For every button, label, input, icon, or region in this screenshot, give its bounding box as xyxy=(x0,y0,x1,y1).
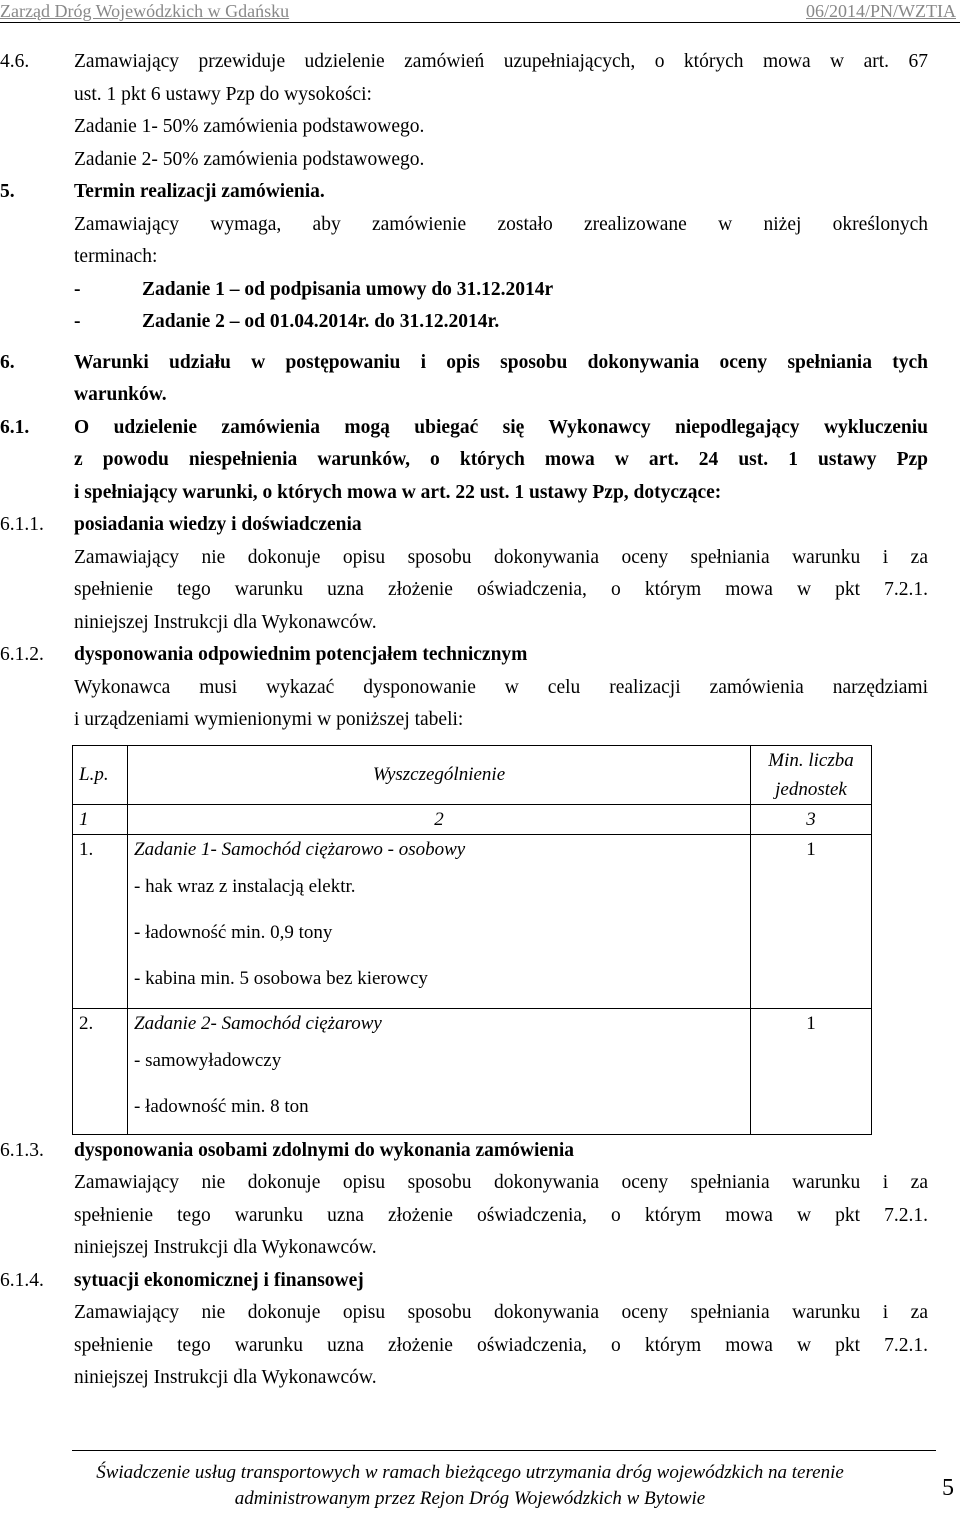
section-5-line xyxy=(0,209,960,242)
section-title: Warunki udziału w postępowaniu i opis sposobu dokonywania oceny spełniania tych xyxy=(74,351,928,373)
section-6-heading xyxy=(0,379,960,412)
row-quantity: 1 xyxy=(751,1008,872,1134)
section-number: 6.1. xyxy=(0,416,30,438)
document-body xyxy=(0,46,960,1395)
section-4-6-line xyxy=(0,79,960,112)
paragraph-line: spełnienie tego warunku uzna złożenie oświadczenia, o którym mowa w pkt 7.2.1. xyxy=(74,579,928,600)
section-6-1-3-line xyxy=(0,1167,960,1200)
section-title: sytuacji ekonomicznej i finansowej xyxy=(74,1269,364,1291)
section-6-1-line xyxy=(0,444,960,477)
footer-line: administrowanym przez Rejon Dróg Wojewódzkich w Bytowie xyxy=(234,1488,706,1509)
table-row xyxy=(73,1008,872,1134)
section-6-1-1-line xyxy=(0,574,960,607)
section-6-1-2-line xyxy=(0,672,960,705)
section-title: Termin realizacji zamówienia. xyxy=(74,181,325,202)
deadline-text: Zadanie 1 – od podpisania umowy do 31.12.2014r xyxy=(142,278,554,300)
row-quantity: 1 xyxy=(751,834,872,1008)
section-title: warunków. xyxy=(74,384,167,405)
section-6-1-2-heading xyxy=(0,639,960,672)
section-6-1-4-heading xyxy=(0,1265,960,1298)
row-lp: 2. xyxy=(73,1008,128,1134)
column-number: 2 xyxy=(128,804,751,834)
footer-line: Świadczenie usług transportowych w ramach bieżącego utrzymania dróg wojewódzkich na terenie xyxy=(96,1462,844,1483)
list-dash: - xyxy=(74,311,81,332)
section-number: 6.1.2. xyxy=(0,644,44,665)
section-6-heading xyxy=(0,347,960,380)
paragraph-line: Zamawiający nie dokonuje opisu sposobu dokonywania oceny spełniania warunku i za xyxy=(74,1302,928,1323)
column-number: 1 xyxy=(73,804,128,834)
header-description-text: Wyszczególnienie xyxy=(372,764,506,785)
section-number: 6. xyxy=(0,351,15,373)
table-column-number-row xyxy=(73,804,872,834)
row-title: Zadanie 2- Samochód ciężarowy xyxy=(134,1012,382,1034)
paragraph-line: ust. 1 pkt 6 ustawy Pzp do wysokości: xyxy=(74,83,372,105)
section-number: 4.6. xyxy=(0,51,30,72)
section-5-line xyxy=(0,241,960,274)
section-6-1-3-line xyxy=(0,1232,960,1265)
table-header-row xyxy=(73,745,872,804)
row-spec: - ładowność min. 8 ton xyxy=(134,1095,309,1117)
paragraph-line: niniejszej Instrukcji dla Wykonawców. xyxy=(74,1367,377,1388)
paragraph-line: niniejszej Instrukcji dla Wykonawców. xyxy=(74,1237,377,1258)
footer-rule xyxy=(72,1450,936,1451)
header-lp xyxy=(73,745,128,804)
list-dash: - xyxy=(74,278,81,300)
section-number: 5. xyxy=(0,181,15,202)
header-organization: Zarząd Dróg Wojewódzkich w Gdańsku xyxy=(0,1,290,21)
paragraph-line: i urządzeniami wymienionymi w poniższej tabeli: xyxy=(74,709,464,730)
header-min-units-line1: Min. liczba xyxy=(768,749,854,771)
paragraph-line: z powodu niespełnienia warunków, o których mowa w art. 24 ust. 1 ustawy Pzp xyxy=(74,449,928,470)
row-description xyxy=(128,1008,751,1134)
header-rule xyxy=(0,22,960,23)
section-number: 6.1.1. xyxy=(0,514,44,535)
table-row xyxy=(73,834,872,1008)
row-spec: - ładowność min. 0,9 tony xyxy=(134,921,333,943)
paragraph-line: Zamawiający nie dokonuje opisu sposobu dokonywania oceny spełniania warunku i za xyxy=(74,1172,928,1193)
row-title: Zadanie 1- Samochód ciężarowo - osobowy xyxy=(134,838,466,860)
paragraph-line: Zadanie 1- 50% zamówienia podstawowego. xyxy=(74,116,425,137)
row-spec: - kabina min. 5 osobowa bez kierowcy xyxy=(134,967,428,989)
paragraph-line: Zamawiający nie dokonuje opisu sposobu dokonywania oceny spełniania warunku i za xyxy=(74,546,928,568)
row-lp: 1. xyxy=(73,834,128,1008)
row-spec: - hak wraz z instalacją elektr. xyxy=(134,875,356,897)
section-6-1-4-line xyxy=(0,1297,960,1330)
section-6-1-2-line xyxy=(0,704,960,737)
header-min-units xyxy=(751,745,872,804)
header-min-units-line2: jednostek xyxy=(775,778,847,800)
section-number: 6.1.3. xyxy=(0,1139,44,1161)
column-number: 3 xyxy=(751,804,872,834)
section-4-6-line xyxy=(0,144,960,177)
deadline-item xyxy=(0,306,960,339)
section-title: dysponowania osobami zdolnymi do wykonania zamówienia xyxy=(74,1139,575,1161)
row-description xyxy=(128,834,751,1008)
paragraph-line: O udzielenie zamówienia mogą ubiegać się Wykonawcy niepodlegający wykluczeniu xyxy=(74,416,928,438)
deadline-text: Zadanie 2 – od 01.04.2014r. do 31.12.2014r. xyxy=(142,311,500,332)
paragraph-line: i spełniający warunki, o których mowa w art. 22 ust. 1 ustawy Pzp, dotyczące: xyxy=(74,481,722,503)
paragraph-line: Wykonawca musi wykazać dysponowanie w celu realizacji zamówienia narzędziami xyxy=(74,676,928,698)
paragraph-line: niniejszej Instrukcji dla Wykonawców. xyxy=(74,611,377,633)
paragraph-line: spełnienie tego warunku uzna złożenie oświadczenia, o którym mowa w pkt 7.2.1. xyxy=(74,1334,928,1356)
section-6-1-1-line xyxy=(0,607,960,640)
equipment-table xyxy=(72,745,872,1135)
section-title: dysponowania odpowiednim potencjałem technicznym xyxy=(74,644,528,665)
section-6-1-4-line xyxy=(0,1362,960,1395)
header-description xyxy=(128,745,751,804)
paragraph-line: Zadanie 2- 50% zamówienia podstawowego. xyxy=(74,148,425,170)
section-6-1-1-heading xyxy=(0,509,960,542)
section-4-6-line xyxy=(0,46,960,79)
paragraph-line: terminach: xyxy=(74,246,158,267)
page-header xyxy=(0,0,960,26)
section-6-1-4-line xyxy=(0,1330,960,1363)
section-6-1-1-line xyxy=(0,542,960,575)
section-6-1-3-heading xyxy=(0,1135,960,1168)
section-6-1-3-line xyxy=(0,1200,960,1233)
paragraph-line: Zamawiający wymaga, aby zamówienie zostało zrealizowane w niżej określonych xyxy=(74,213,928,235)
section-title: posiadania wiedzy i doświadczenia xyxy=(74,514,362,535)
spacer xyxy=(0,339,960,347)
section-4-6-line xyxy=(0,111,960,144)
section-number: 6.1.4. xyxy=(0,1269,44,1291)
paragraph-line: Zamawiający przewiduje udzielenie zamówień uzupełniających, o których mowa w art. 67 xyxy=(74,51,928,72)
deadline-item xyxy=(0,274,960,307)
header-lp-text: L.p. xyxy=(79,764,109,785)
row-spec: - samowyładowczy xyxy=(134,1049,282,1071)
header-reference: 06/2014/PN/WZTIA xyxy=(806,1,956,21)
page-footer xyxy=(40,1460,900,1512)
page-number: 5 xyxy=(942,1475,954,1501)
paragraph-line: spełnienie tego warunku uzna złożenie oświadczenia, o którym mowa w pkt 7.2.1. xyxy=(74,1204,928,1226)
section-6-1-line xyxy=(0,412,960,445)
section-5-heading xyxy=(0,176,960,209)
section-6-1-line xyxy=(0,477,960,510)
